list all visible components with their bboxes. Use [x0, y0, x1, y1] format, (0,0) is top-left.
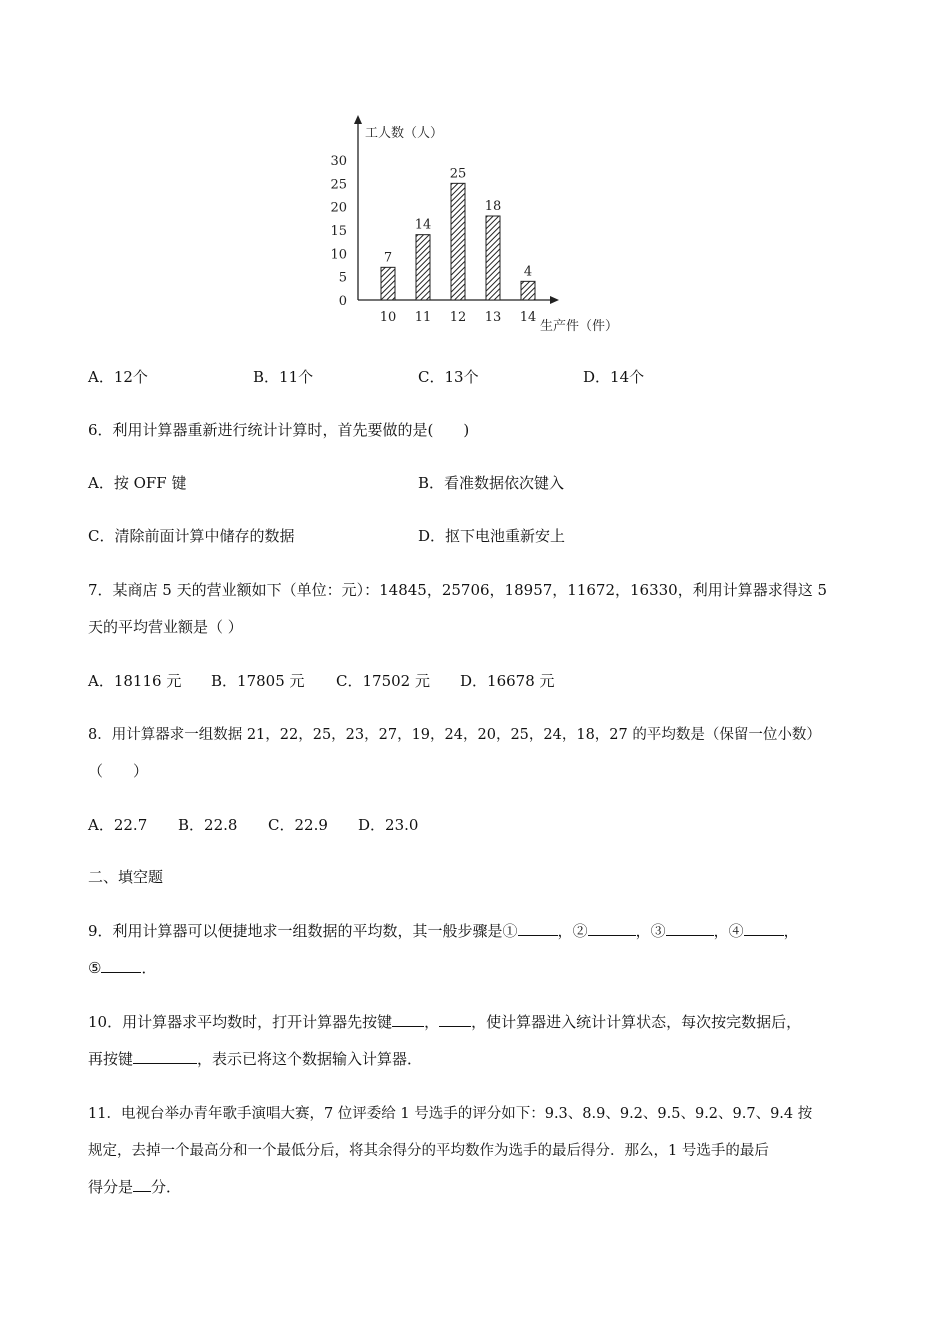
q7-stem-line1: 7．某商店 5 天的营业额如下（单位：元）：14845，25706，18957，11672，16330，利用计算器求得这 5 [88, 581, 828, 599]
y-tick-label: 30 [330, 154, 347, 169]
q9-line1 [88, 920, 799, 941]
q11-text-2: 分． [151, 1178, 182, 1196]
q11-line1: 11．电视台举办青年歌手演唱大赛，7 位评委给 1 号选手的评分如下：9.3、8.9、9.2、9.5、9.2、9.7、9.4 按 [88, 1106, 813, 1122]
q10-line1 [88, 1011, 801, 1032]
section-title: 二、填空题 [88, 868, 164, 886]
q10-text-1: 10．用计算器求平均数时，打开计算器先按键 [88, 1013, 393, 1031]
q10-line2 [88, 1048, 422, 1069]
y-tick-label: 10 [330, 247, 347, 263]
bar-value-label: 18 [484, 199, 502, 214]
y-tick-label: 20 [330, 200, 347, 216]
q8-option-b: B．22.8 [178, 816, 238, 834]
q10-text-4: ，表示已将这个数据输入计算器． [197, 1050, 423, 1068]
q9-mark-3: ③ [650, 922, 666, 940]
bar [451, 183, 465, 300]
q5-option-d: D．14个 [583, 368, 645, 386]
bar-chart [325, 112, 645, 342]
q10-blank-3[interactable] [133, 1049, 197, 1064]
q9-sep: ， [713, 922, 729, 940]
q11-line3 [88, 1176, 181, 1197]
q9-blank-1[interactable] [518, 921, 558, 936]
q7-option-a: A．18116 元 [88, 672, 182, 690]
q8-option-d: D．23.0 [358, 816, 419, 834]
y-tick-label: 15 [330, 224, 347, 239]
q6-option-b: B．看准数据依次键入 [418, 474, 565, 492]
x-axis-arrow [550, 296, 559, 304]
x-tick-label: 11 [414, 310, 432, 325]
x-tick-label: 12 [449, 310, 467, 325]
bars [381, 166, 535, 300]
bar [416, 235, 430, 300]
q9-sep: ， [783, 922, 799, 940]
q5-option-c: C．13个 [418, 368, 479, 386]
bar [486, 216, 500, 300]
y-tick-label: 5 [338, 270, 347, 286]
q10-text-2: ，使计算器进入统计计算状态，每次按完数据后， [471, 1013, 802, 1031]
q9-blank-5[interactable] [101, 958, 141, 973]
q9-mark-2: ② [572, 922, 588, 940]
q11-line2: 规定，去掉一个最高分和一个最低分后，将其余得分的平均数作为选手的最后得分．那么，1 号选手的最后 [88, 1143, 769, 1159]
q5-option-a: A．12个 [88, 368, 148, 386]
y-tick-label: 25 [330, 177, 347, 193]
q10-blank-1[interactable] [392, 1012, 424, 1027]
bar [381, 267, 395, 300]
q8-stem-line2: （ ） [88, 762, 149, 780]
q9-mark-5: ⑤ [88, 959, 102, 977]
q6-option-c: C．清除前面计算中储存的数据 [88, 527, 295, 545]
q11-text-1: 得分是 [88, 1178, 134, 1196]
x-tick-label: 14 [519, 310, 537, 325]
q9-sep: ， [557, 922, 573, 940]
bar-value-label: 25 [449, 166, 467, 182]
q8-option-c: C．22.9 [268, 816, 328, 834]
bar-value-label: 4 [523, 264, 533, 280]
x-tick-label: 10 [379, 310, 397, 325]
q7-stem-line2: 天的平均营业额是（ ） [88, 618, 243, 636]
q7-option-c: C．17502 元 [336, 672, 430, 690]
q8-stem-line1: 8．用计算器求一组数据 21，22，25，23，27，19，24，20，25，24，18，27 的平均数是（保留一位小数） [88, 727, 821, 743]
y-axis-arrow [354, 115, 362, 124]
y-ticks [330, 154, 347, 309]
q7-option-d: D．16678 元 [460, 672, 555, 690]
x-ticks [380, 310, 537, 325]
y-axis-label: 工人数（人） [365, 126, 444, 141]
q11-blank[interactable] [133, 1177, 151, 1192]
q10-text-3: 再按键 [88, 1050, 134, 1068]
q9-end: ． [141, 959, 157, 977]
q6-stem: 6．利用计算器重新进行统计计算时，首先要做的是( ) [88, 421, 470, 439]
q9-blank-3[interactable] [666, 921, 714, 936]
q9-text: 9．利用计算器可以便捷地求一组数据的平均数，其一般步骤是① [88, 922, 518, 940]
q8-option-a: A．22.7 [88, 816, 148, 834]
q10-sep: ， [424, 1013, 440, 1031]
x-tick-label: 13 [484, 310, 502, 325]
y-tick-label: 0 [338, 294, 347, 309]
q5-option-b: B．11个 [253, 368, 314, 386]
q9-mark-4: ④ [728, 922, 744, 940]
q9-sep: ， [635, 922, 651, 940]
q7-option-b: B．17805 元 [211, 672, 305, 690]
x-axis-label: 生产件（件） [540, 319, 619, 334]
bar-value-label: 14 [414, 217, 432, 233]
q9-blank-2[interactable] [588, 921, 636, 936]
q6-option-d: D．抠下电池重新安上 [418, 527, 566, 545]
q6-option-a: A．按 OFF 键 [88, 474, 187, 492]
bar [521, 281, 535, 300]
bar-value-label: 7 [383, 250, 393, 266]
q9-line2 [88, 957, 156, 978]
q10-blank-2[interactable] [439, 1012, 471, 1027]
q9-blank-4[interactable] [744, 921, 784, 936]
